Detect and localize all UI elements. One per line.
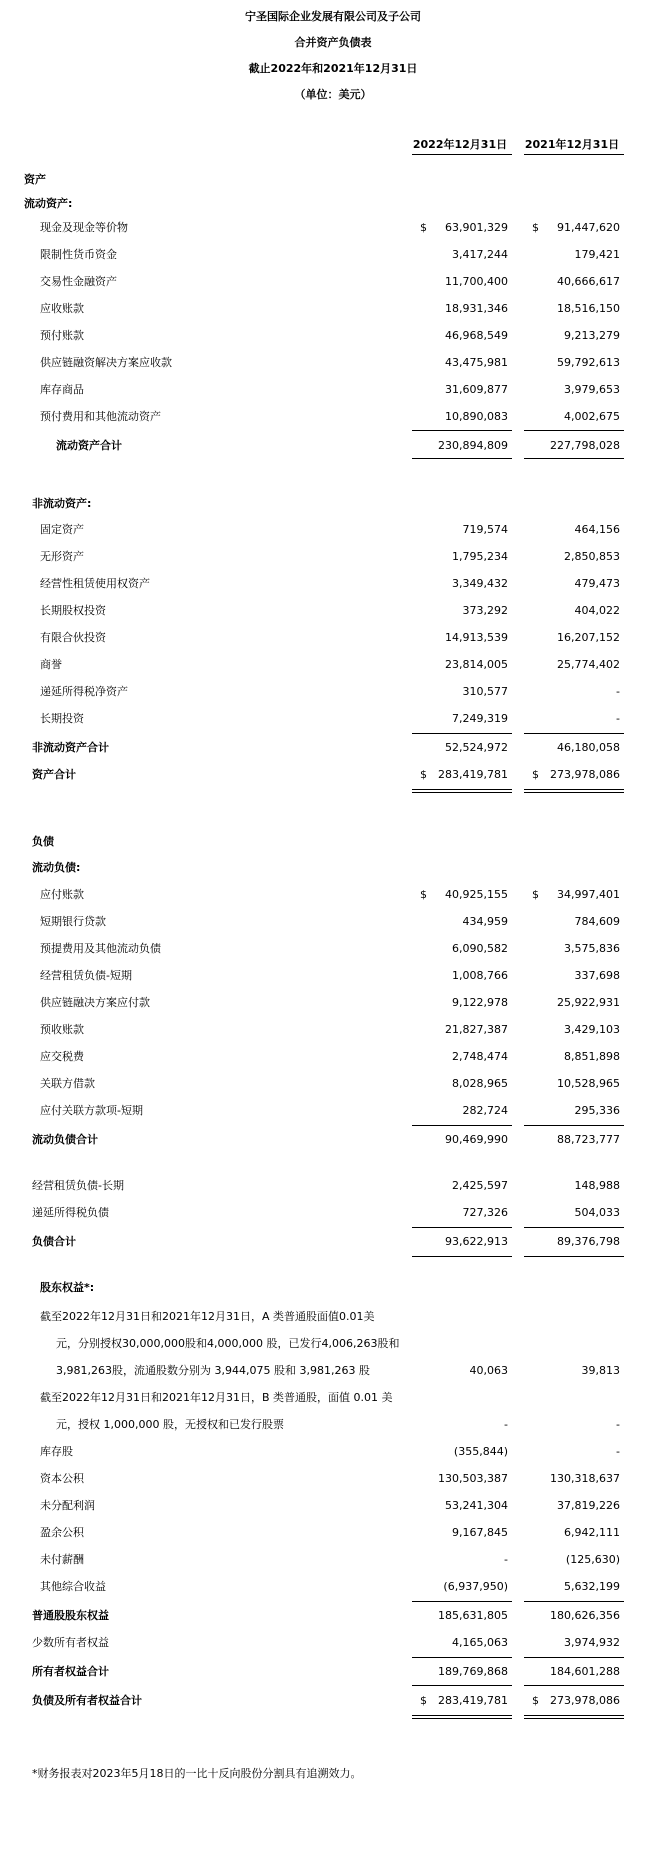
- section-noncurrent-assets: 非流动资产:: [32, 497, 92, 510]
- subtotal-rule: [412, 1657, 512, 1658]
- table-row-minority: 少数所有者权益 4,165,063 3,974,932: [32, 1636, 620, 1649]
- table-row-dta: 递延所得税净资产 310,577 -: [40, 685, 620, 698]
- subtotal-rule: [412, 1685, 512, 1686]
- table-row-lease-lt: 经营租赁负债-长期 2,425,597 148,988: [32, 1179, 620, 1192]
- table-row-accrued: 预提费用及其他流动负债 6,090,582 3,575,836: [40, 942, 620, 955]
- table-row-cash: 现金及现金等价物 $ 63,901,329 $ 91,447,620: [40, 221, 620, 234]
- double-rule: [524, 1718, 624, 1719]
- table-row-lp-investment: 有限合伙投资 14,913,539 16,207,152: [40, 631, 620, 644]
- table-row-intangibles: 无形资产 1,795,234 2,850,853: [40, 550, 620, 563]
- table-row-total-equity: 所有者权益合计 189,769,868 184,601,288: [32, 1665, 620, 1678]
- table-row-treasury: 库存股 (355,844) -: [40, 1445, 620, 1458]
- table-row-goodwill: 商誉 23,814,005 25,774,402: [40, 658, 620, 671]
- double-rule: [412, 1718, 512, 1719]
- table-row-class-b: 元，授权 1,000,000 股，无授权和已发行股票 - -: [56, 1418, 620, 1431]
- double-rule: [524, 789, 624, 790]
- double-rule: [524, 792, 624, 793]
- table-row-prepaid-other: 预付费用和其他流动资产 10,890,083 4,002,675: [40, 410, 620, 423]
- table-row-scf-receivables: 供应链融资解决方案应收款 43,475,981 59,792,613: [40, 356, 620, 369]
- section-current-liabilities: 流动负债:: [32, 861, 81, 874]
- table-row-lt-investment: 长期投资 7,249,319 -: [40, 712, 620, 725]
- statement-unit: （单位：美元）: [294, 88, 372, 101]
- table-row-common-equity: 普通股股东权益 185,631,805 180,626,356: [32, 1609, 620, 1622]
- column-header-underline: [412, 154, 512, 155]
- class-a-desc-line2: 元，分别授权30,000,000股和4,000,000 股，已发行4,006,263股和: [56, 1337, 400, 1350]
- subtotal-rule: [412, 1125, 512, 1126]
- table-row-dtl: 递延所得税负债 727,326 504,033: [32, 1206, 620, 1219]
- table-row-related-payables: 应付关联方款项-短期 282,724 295,336: [40, 1104, 620, 1117]
- table-row-scf-payables: 供应链融决方案应付款 9,122,978 25,922,931: [40, 996, 620, 1009]
- table-row-lt-equity: 长期股权投资 373,292 404,022: [40, 604, 620, 617]
- table-row-st-loans: 短期银行贷款 434,959 784,609: [40, 915, 620, 928]
- table-row-prepayments: 预付账款 46,968,549 9,213,279: [40, 329, 620, 342]
- table-row-surplus: 盈余公积 9,167,845 6,942,111: [40, 1526, 620, 1539]
- double-rule: [412, 1715, 512, 1716]
- table-row-advances: 预收账款 21,827,387 3,429,103: [40, 1023, 620, 1036]
- class-b-desc-line1: 截至2022年12月31日和2021年12月31日，B 类普通股，面值 0.01 美: [40, 1391, 393, 1404]
- double-rule: [412, 789, 512, 790]
- subtotal-rule: [524, 1657, 624, 1658]
- double-rule: [524, 1715, 624, 1716]
- table-row-rou-assets: 经营性租赁使用权资产 3,349,432 479,473: [40, 577, 620, 590]
- double-rule: [412, 792, 512, 793]
- subtotal-rule: [524, 430, 624, 431]
- subtotal-rule: [412, 430, 512, 431]
- table-row-total-current-liabilities: 流动负债合计 90,469,990 88,723,777: [32, 1133, 620, 1146]
- column-header-2021: 2021年12月31日: [524, 138, 620, 151]
- subtotal-rule: [524, 1227, 624, 1228]
- table-row-trading-assets: 交易性金融资产 11,700,400 40,666,617: [40, 275, 620, 288]
- table-row-receivables: 应收账款 18,931,346 18,516,150: [40, 302, 620, 315]
- table-row-total-liabilities: 负债合计 93,622,913 89,376,798: [32, 1235, 620, 1248]
- subtotal-rule: [412, 733, 512, 734]
- class-a-desc-line1: 截至2022年12月31日和2021年12月31日，A 类普通股面值0.01美: [40, 1310, 375, 1323]
- table-row-retained: 未分配利润 53,241,304 37,819,226: [40, 1499, 620, 1512]
- table-row-restricted-cash: 限制性货币资金 3,417,244 179,421: [40, 248, 620, 261]
- subtotal-rule: [412, 1256, 512, 1257]
- footnote: *财务报表对2023年5月18日的一比十反向股份分割具有追溯效力。: [32, 1767, 362, 1780]
- table-row-fixed-assets: 固定资产 719,574 464,156: [40, 523, 620, 536]
- section-equity: 股东权益*:: [40, 1281, 95, 1294]
- subtotal-rule: [524, 1601, 624, 1602]
- section-current-assets: 流动资产:: [24, 197, 73, 210]
- subtotal-rule: [412, 458, 512, 459]
- column-header-underline: [524, 154, 624, 155]
- table-row-oci: 其他综合收益 (6,937,950) 5,632,199: [40, 1580, 620, 1593]
- company-name: 宁圣国际企业发展有限公司及子公司: [245, 10, 421, 23]
- subtotal-rule: [524, 1125, 624, 1126]
- table-row-total-noncurrent-assets: 非流动资产合计 52,524,972 46,180,058: [32, 741, 620, 754]
- subtotal-rule: [412, 1227, 512, 1228]
- table-row-inventory: 库存商品 31,609,877 3,979,653: [40, 383, 620, 396]
- table-row-taxes: 应交税费 2,748,474 8,851,898: [40, 1050, 620, 1063]
- subtotal-rule: [524, 1256, 624, 1257]
- table-row-class-a: 3,981,263股，流通股数分别为 3,944,075 股和 3,981,263 股 40,063 39,813: [56, 1364, 620, 1377]
- table-row-lease-st: 经营租赁负债-短期 1,008,766 337,698: [40, 969, 620, 982]
- section-liabilities: 负债: [32, 835, 54, 848]
- table-row-payables: 应付账款 $ 40,925,155 $ 34,997,401: [40, 888, 620, 901]
- subtotal-rule: [524, 458, 624, 459]
- table-row-unpaid-comp: 未付薪酬 - (125,630): [40, 1553, 620, 1566]
- table-row-total-liabilities-equity: 负债及所有者权益合计 $ 283,419,781 $ 273,978,086: [32, 1694, 620, 1707]
- subtotal-rule: [412, 1601, 512, 1602]
- section-assets: 资产: [24, 173, 46, 186]
- table-row-total-assets: 资产合计 $ 283,419,781 $ 273,978,086: [32, 768, 620, 781]
- subtotal-rule: [524, 1685, 624, 1686]
- subtotal-rule: [524, 733, 624, 734]
- table-row-apic: 资本公积 130,503,387 130,318,637: [40, 1472, 620, 1485]
- column-header-2022: 2022年12月31日: [412, 138, 508, 151]
- statement-title: 合并资产负债表: [294, 36, 372, 49]
- table-row-related-loans: 关联方借款 8,028,965 10,528,965: [40, 1077, 620, 1090]
- statement-period: 截止2022年和2021年12月31日: [248, 62, 418, 75]
- table-row-total-current-assets: 流动资产合计 230,894,809 227,798,028: [56, 439, 620, 452]
